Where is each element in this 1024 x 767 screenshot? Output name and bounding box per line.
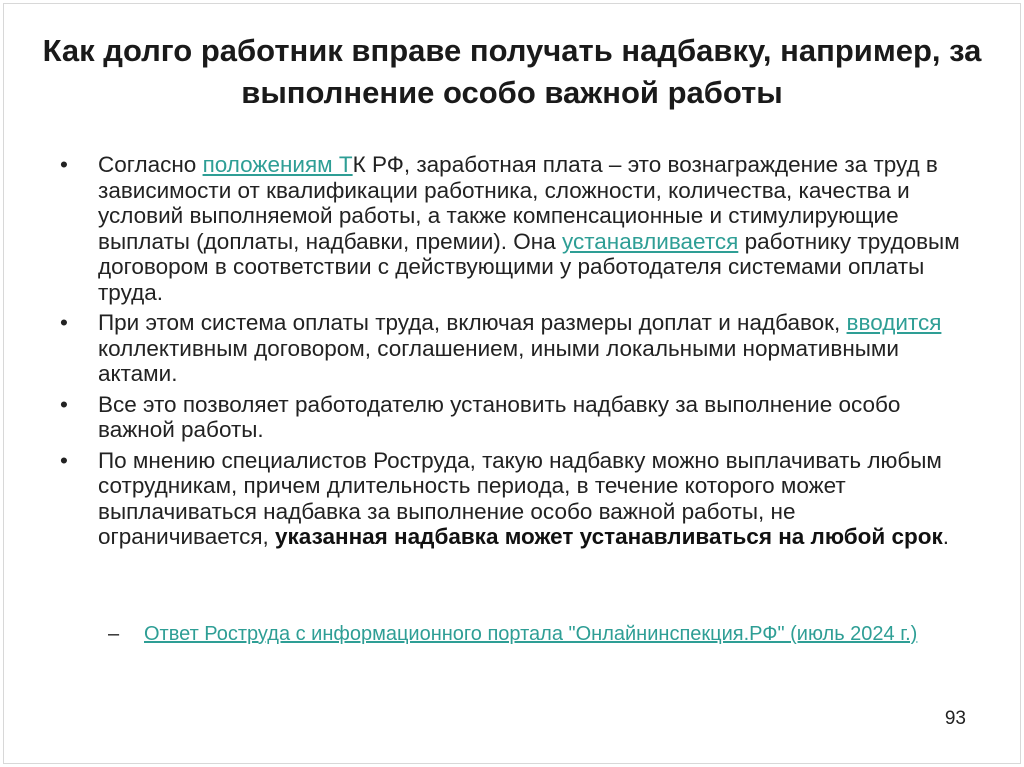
bullet-text: коллективным договором, соглашением, иными локальными нормативными актами. <box>98 335 899 386</box>
link-ustanavlivaetsya[interactable]: устанавливается <box>561 228 739 254</box>
bullet-text: К РФ, заработная плата – это вознаграждение за труд в зависимости от квалификации работника, сложности, количества, качества и условий выполняемой работы, а также компенсационные и стимулирующие выплаты (доплаты, надбавки, премии). Она <box>98 152 938 254</box>
bullet-item-3 <box>60 392 960 443</box>
page-number: 93 <box>944 708 966 729</box>
link-vvoditsya[interactable]: вводится <box>846 310 942 335</box>
bullet-item-4 <box>60 448 960 550</box>
source-item <box>108 623 968 645</box>
bullet-text: При этом система оплаты труда, включая размеры доплат и надбавок, <box>98 310 847 335</box>
bullet-marker: • <box>60 391 68 417</box>
link-polozheniyam[interactable]: положениям Т <box>202 152 353 177</box>
bullet-item-2 <box>60 310 960 387</box>
bullet-text: . <box>942 524 950 549</box>
bullet-marker: • <box>60 152 68 177</box>
bullet-text: работнику трудовым договором в соответствии с действующими у работодателя системами оплаты труда. <box>98 228 960 305</box>
source-link[interactable]: Ответ Роструда с информационного портала "Онлайнинспекция.РФ" (июль 2024 г.) <box>144 623 918 645</box>
dash-marker: – <box>108 623 120 645</box>
bullet-text: По мнению специалистов Роструда, такую надбавку можно выплачивать любым сотрудникам, причем длительность периода, в течение которого может выплачиваться надбавка за выполнение особо важной работы, не ограничивается, <box>98 447 942 549</box>
slide-title: Как долго работник вправе получать надбавку, например, за выполнение особо важной работы <box>42 33 982 110</box>
bullet-text: Согласно <box>98 152 203 177</box>
bullet-marker: • <box>60 310 68 335</box>
bullet-text: Все это позволяет работодателю установить надбавку за выполнение особо важной работы. <box>98 391 901 442</box>
bullet-item-1 <box>60 152 960 305</box>
source-list <box>108 623 968 645</box>
bullet-list <box>60 152 960 555</box>
bullet-marker: • <box>60 447 68 473</box>
bullet-bold-text: указанная надбавка может устанавливаться на любой срок <box>275 524 943 549</box>
